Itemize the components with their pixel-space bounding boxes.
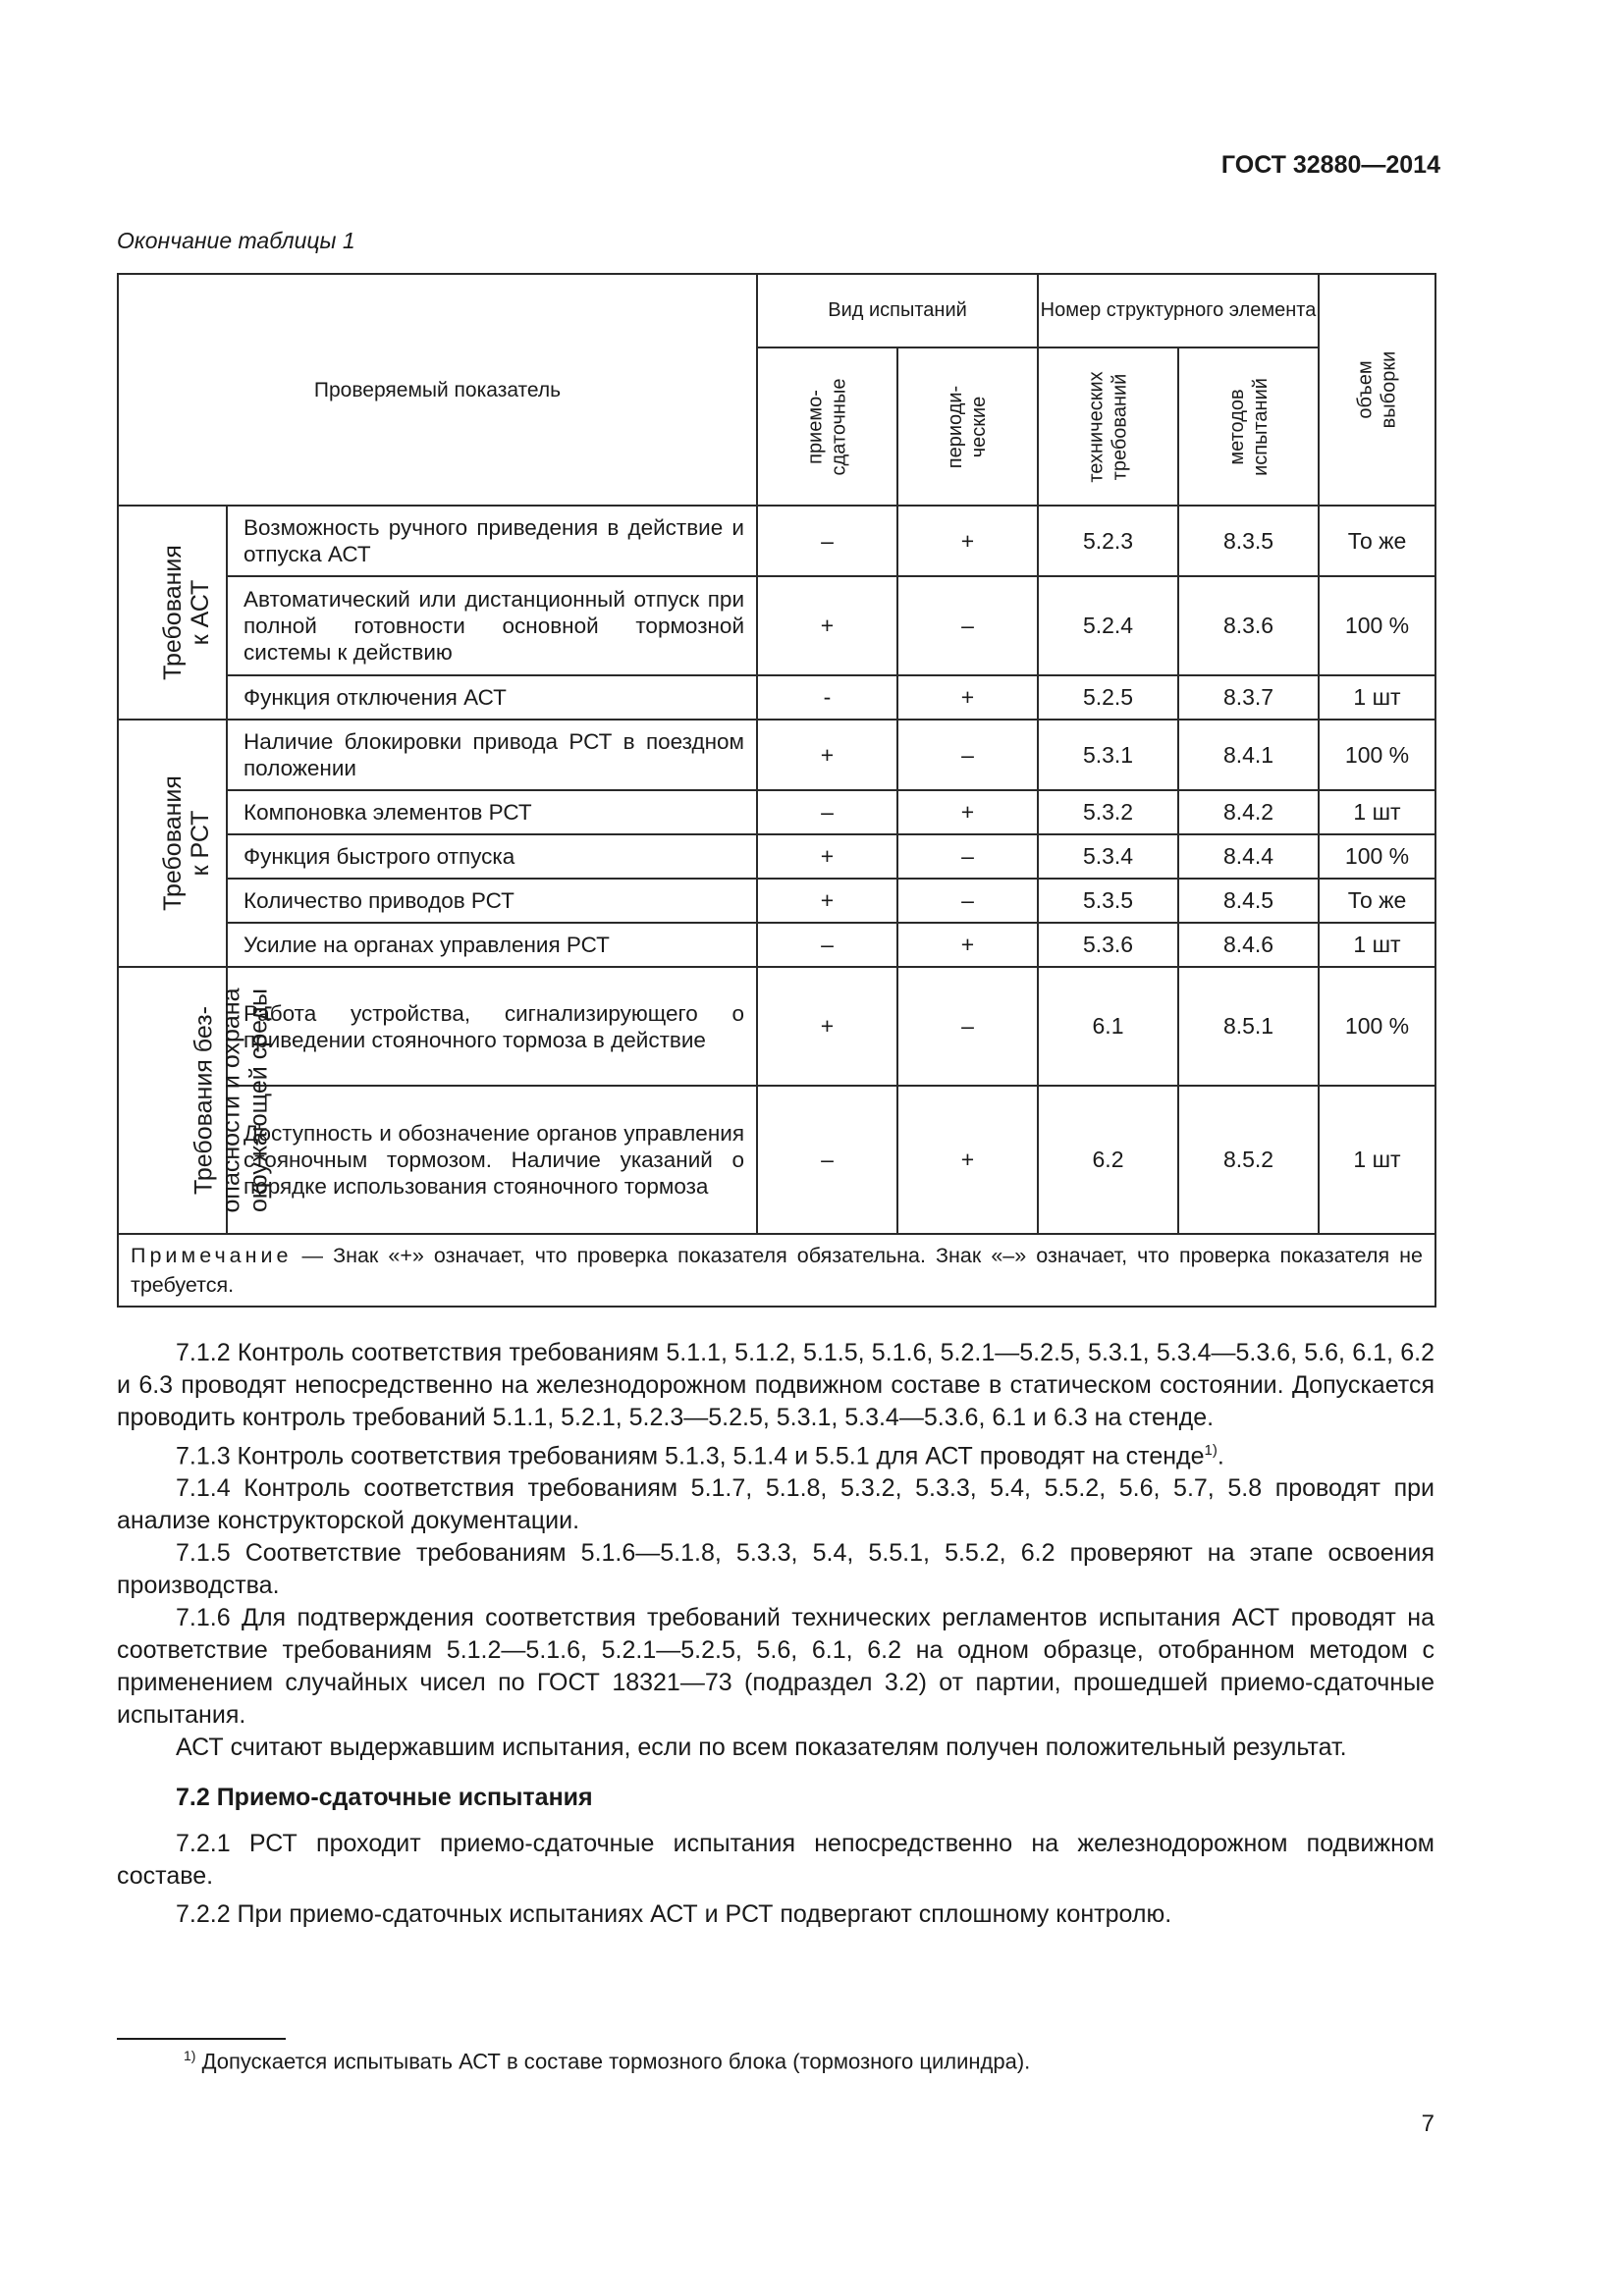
table-note [118,1234,1435,1307]
paragraph-7-1-6: 7.1.6 Для подтверждения соответствия требований технических регламентов испытания АСТ проводят на соответствие требованиям 5.1.2—5.1.6, 5.2.1—5.2.5, 5.6, 6.1, 6.2 на одном образце, отобранном методом с применением случайных чисел по ГОСТ 18321—73 (подраздел 3.2) от партии, прошедшей приемо-сдаточные испытания. [117,1604,1435,1730]
note-text: — Знак «+» означает, что проверка показателя обязательна. Знак «–» означает, что проверка показателя не требуется. [131,1244,1424,1297]
indicator-cell: Доступность и обозначение органов управления стояночным тормозом. Наличие указаний о порядке использования стояночного тормоза [227,1086,757,1234]
acceptance-cell: – [757,1086,897,1234]
header-tech: технических требований [1085,370,1131,483]
indicator-cell: Функция быстрого отпуска [227,834,757,879]
paragraph-7-2-2: 7.2.2 При приемо-сдаточных испытаниях АСТ и РСТ подвергают сплошному контролю. [176,1900,1172,1929]
methods-cell: 8.3.7 [1178,675,1319,720]
indicator-cell: Работа устройства, сигнализирующего о приведении стояночного тормоза в действие [227,967,757,1086]
table-row [118,790,1435,834]
methods-cell: 8.4.5 [1178,879,1319,923]
paragraph-7-1-3-text: 7.1.3 Контроль соответствия требованиям 5.1.3, 5.1.4 и 5.5.1 для АСТ проводят на стенде [176,1442,1205,1470]
periodic-cell: – [897,720,1038,790]
header-indicator: Проверяемый показатель [118,274,757,506]
acceptance-cell: – [757,506,897,576]
note-label: Примечание [131,1244,293,1267]
periodic-cell: + [897,675,1038,720]
header-periodic-cell [897,347,1038,506]
tech-cell: 5.2.5 [1038,675,1178,720]
methods-cell: 8.3.5 [1178,506,1319,576]
sample-cell: 100 % [1319,967,1435,1086]
periodic-cell: – [897,834,1038,879]
group-label-cell [118,720,227,967]
header-methods: методов испытаний [1225,377,1272,476]
body-text [117,1337,1435,1931]
acceptance-cell: + [757,576,897,675]
periodic-cell: + [897,506,1038,576]
methods-cell: 8.5.1 [1178,967,1319,1086]
periodic-cell: – [897,576,1038,675]
group-label-cell [118,506,227,720]
header-sample: объем выборки [1354,350,1400,429]
sample-cell: 100 % [1319,834,1435,879]
indicator-cell: Усилие на органах управления РСТ [227,923,757,967]
requirements-table [117,273,1436,1308]
sample-cell: То же [1319,879,1435,923]
periodic-cell: + [897,1086,1038,1234]
indicator-cell: Компоновка элементов РСТ [227,790,757,834]
acceptance-cell: + [757,967,897,1086]
footnote-ref: 1) [1204,1442,1218,1459]
indicator-cell: Автоматический или дистанционный отпуск при полной готовности основной тормозной системы к действию [227,576,757,675]
tech-cell: 6.2 [1038,1086,1178,1234]
acceptance-cell: – [757,790,897,834]
table-row [118,923,1435,967]
paragraph-7-1-3 [117,1434,1435,1472]
methods-cell: 8.4.6 [1178,923,1319,967]
header-sample-cell [1319,274,1435,506]
indicator-cell: Количество приводов РСТ [227,879,757,923]
table-row [118,720,1435,790]
periodic-cell: + [897,790,1038,834]
paragraph-7-1-2: 7.1.2 Контроль соответствия требованиям 5.1.1, 5.1.2, 5.1.5, 5.1.6, 5.2.1—5.2.5, 5.3.1, 5.3.4—5.3.6, 5.6, 6.1, 6.2 и 6.3 проводят непосредственно на железнодорожном подвижном составе в статическом состоянии. Допускается проводить контроль требований 5.1.1, 5.2.1, 5.2.3—5.2.5, 5.3.1, 5.3.4—5.3.6, 6.1 и 6.3 на стенде. [117,1339,1435,1431]
tech-cell: 5.3.4 [1038,834,1178,879]
group-label: Требования к РСТ [158,775,214,911]
paragraph-7-1-3-end: . [1217,1442,1224,1470]
acceptance-cell: – [757,923,897,967]
document-id: ГОСТ 32880—2014 [1220,151,1440,179]
indicator-cell: Возможность ручного приведения в действие и отпуска АСТ [227,506,757,576]
group-label: Требования без- опасности и охрана окружающей среды [189,988,273,1213]
tech-cell: 5.3.1 [1038,720,1178,790]
table-row [118,879,1435,923]
acceptance-cell: + [757,720,897,790]
table-row [118,675,1435,720]
table-row [118,1086,1435,1234]
periodic-cell: – [897,879,1038,923]
paragraph-7-1-4: 7.1.4 Контроль соответствия требованиям 5.1.7, 5.1.8, 5.3.2, 5.3.3, 5.4, 5.5.2, 5.6, 5.7, 5.8 проводят при анализе конструкторской документации. [117,1474,1435,1535]
footnote-text: Допускается испытывать АСТ в составе тормозного блока (тормозного цилиндра). [195,2049,1031,2074]
section-heading-7-2: 7.2 Приемо-сдаточные испытания [176,1784,593,1812]
footnote-divider [117,2038,286,2040]
indicator-cell: Функция отключения АСТ [227,675,757,720]
header-methods-cell [1178,347,1319,506]
sample-cell: 100 % [1319,720,1435,790]
tech-cell: 5.2.3 [1038,506,1178,576]
sample-cell: 1 шт [1319,790,1435,834]
header-tech-cell [1038,347,1178,506]
tech-cell: 5.3.2 [1038,790,1178,834]
tech-cell: 6.1 [1038,967,1178,1086]
sample-cell: 1 шт [1319,1086,1435,1234]
periodic-cell: + [897,923,1038,967]
tech-cell: 5.3.5 [1038,879,1178,923]
periodic-cell: – [897,967,1038,1086]
indicator-cell: Наличие блокировки привода РСТ в поездном положении [227,720,757,790]
table-row [118,506,1435,576]
header-periodic: периоди- ческие [945,385,991,468]
paragraph-result: АСТ считают выдержавшим испытания, если по всем показателям получен положительный результат. [176,1734,1347,1762]
acceptance-cell: + [757,834,897,879]
sample-cell: То же [1319,506,1435,576]
methods-cell: 8.3.6 [1178,576,1319,675]
table-row [118,967,1435,1086]
table-caption: Окончание таблицы 1 [117,228,355,253]
paragraph-7-2-1: 7.2.1 РСТ проходит приемо-сдаточные испытания непосредственно на железнодорожном подвижном составе. [117,1830,1435,1891]
sample-cell: 1 шт [1319,923,1435,967]
header-element-number: Номер структурного элемента [1038,274,1319,347]
methods-cell: 8.5.2 [1178,1086,1319,1234]
footnote [184,2048,1030,2074]
group-label-cell [118,967,273,1234]
sample-cell: 1 шт [1319,675,1435,720]
table-row [118,834,1435,879]
tech-cell: 5.3.6 [1038,923,1178,967]
sample-cell: 100 % [1319,576,1435,675]
footnote-mark: 1) [184,2048,196,2063]
methods-cell: 8.4.2 [1178,790,1319,834]
header-acceptance: приемо- сдаточные [804,378,850,475]
header-acceptance-cell [757,347,897,506]
methods-cell: 8.4.1 [1178,720,1319,790]
methods-cell: 8.4.4 [1178,834,1319,879]
acceptance-cell: - [757,675,897,720]
acceptance-cell: + [757,879,897,923]
table-row [118,576,1435,675]
group-label: Требования к АСТ [158,545,214,680]
page-number: 7 [1421,2110,1435,2137]
header-test-type: Вид испытаний [757,274,1038,347]
tech-cell: 5.2.4 [1038,576,1178,675]
paragraph-7-1-5: 7.1.5 Соответствие требованиям 5.1.6—5.1.8, 5.3.3, 5.4, 5.5.1, 5.5.2, 6.2 проверяют на этапе освоения производства. [117,1539,1435,1600]
